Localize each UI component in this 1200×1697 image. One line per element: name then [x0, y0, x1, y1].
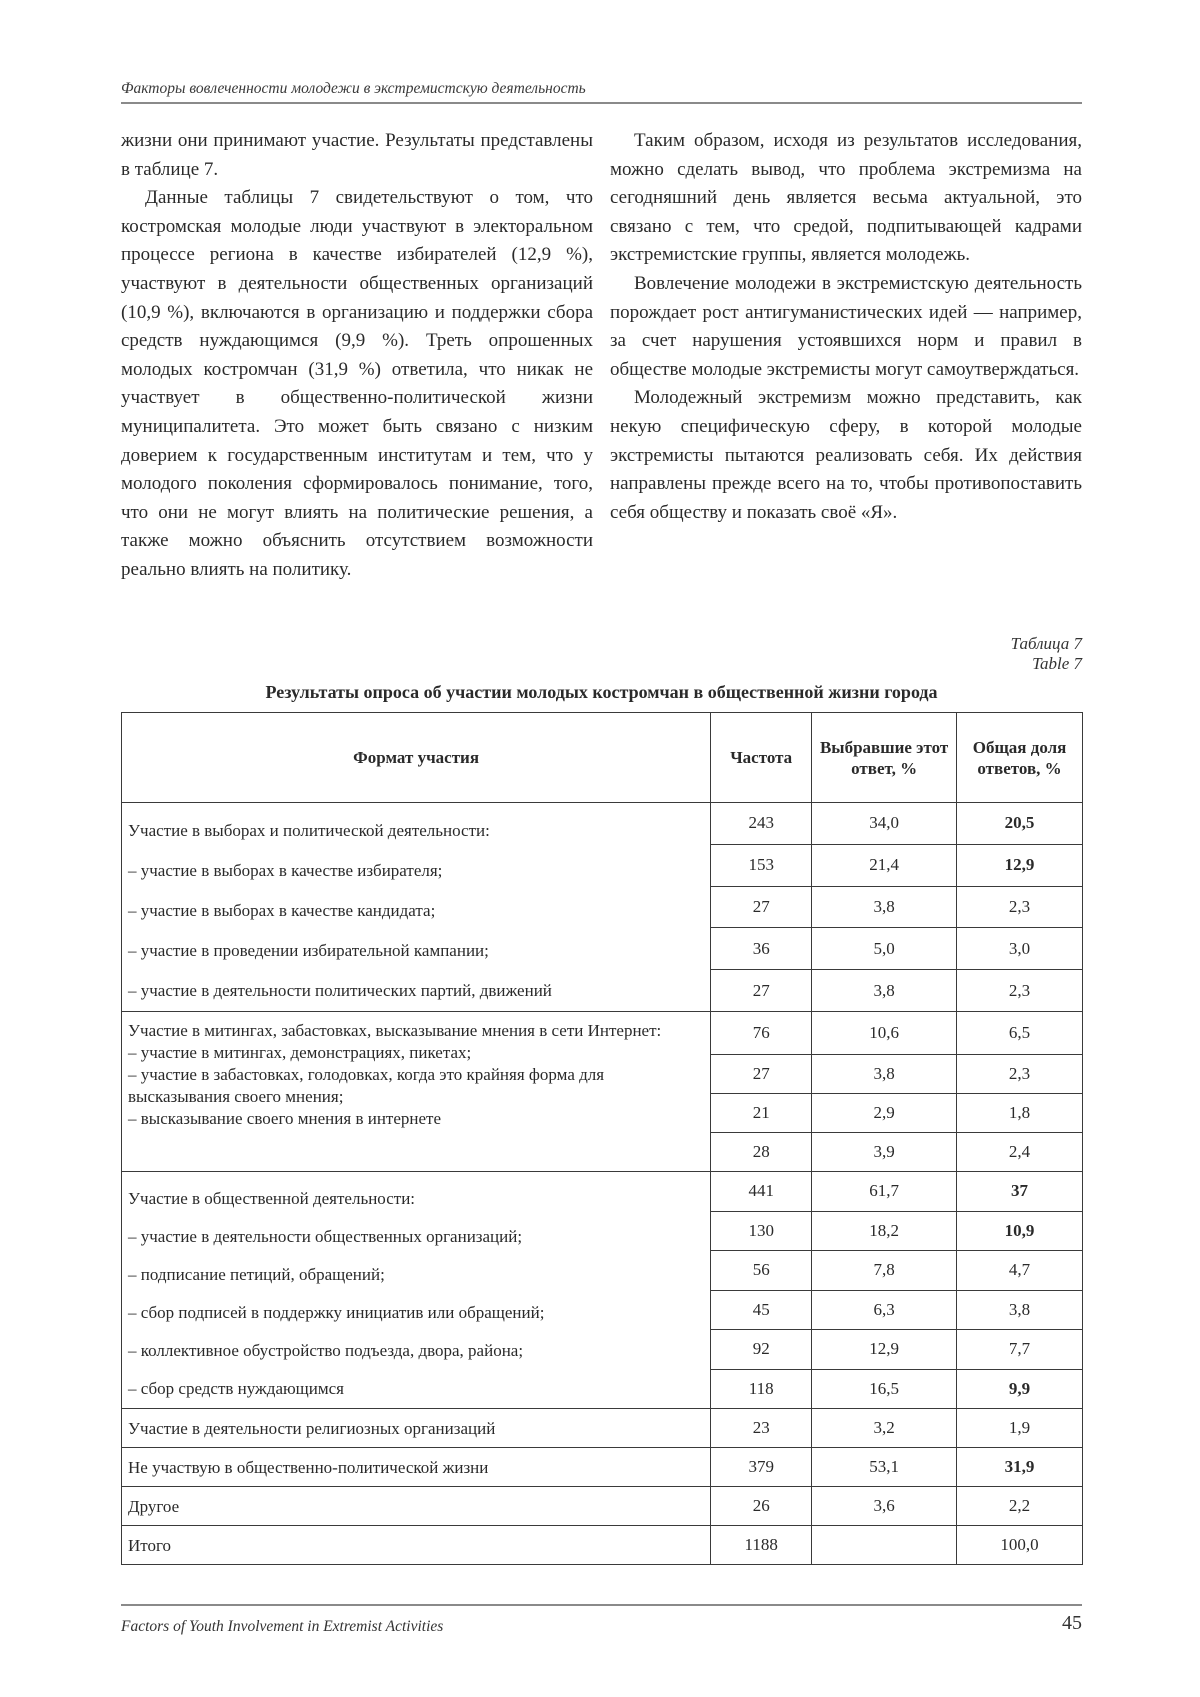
- format-line: Участие в выборах и политической деятельности:: [128, 821, 490, 840]
- share-pct-cell: 2,2: [957, 1487, 1083, 1526]
- frequency-cell: 1188: [711, 1526, 812, 1565]
- frequency-cell: 45: [711, 1290, 812, 1330]
- chose-pct-cell: [812, 1526, 957, 1565]
- share-pct-cell: 3,8: [957, 1290, 1083, 1330]
- table-row: [122, 1172, 1083, 1212]
- frequency-cell: 56: [711, 1251, 812, 1291]
- share-pct-cell: 1,8: [957, 1094, 1083, 1133]
- chose-pct-cell: 5,0: [812, 928, 957, 970]
- chose-pct-cell: 3,8: [812, 886, 957, 928]
- chose-pct-cell: 10,6: [812, 1012, 957, 1055]
- frequency-cell: 92: [711, 1330, 812, 1370]
- running-head: Факторы вовлеченности молодежи в экстремистскую деятельность: [121, 80, 586, 97]
- format-line: – участие в деятельности общественных организаций;: [128, 1227, 523, 1246]
- format-cell: [122, 1172, 711, 1409]
- chose-pct-cell: 34,0: [812, 803, 957, 845]
- chose-pct-cell: 16,5: [812, 1369, 957, 1409]
- table-label-en: Table 7: [1032, 654, 1082, 673]
- chose-pct-cell: 6,3: [812, 1290, 957, 1330]
- share-pct-cell: 20,5: [957, 803, 1083, 845]
- share-pct-cell: 7,7: [957, 1330, 1083, 1370]
- header-format: Формат участия: [122, 713, 711, 803]
- frequency-cell: 153: [711, 844, 812, 886]
- format-line: Участие в общественной деятельности:: [128, 1189, 416, 1208]
- chose-pct-cell: 3,6: [812, 1487, 957, 1526]
- chose-pct-cell: 53,1: [812, 1448, 957, 1487]
- page-number: 45: [1062, 1612, 1082, 1634]
- frequency-cell: 27: [711, 886, 812, 928]
- footer-title: Factors of Youth Involvement in Extremist Activities: [121, 1618, 444, 1635]
- frequency-cell: 130: [711, 1211, 812, 1251]
- format-line: – участие в выборах в качестве кандидата;: [128, 901, 436, 920]
- paragraph: жизни они принимают участие. Результаты представлены в таблице 7.: [121, 130, 593, 180]
- frequency-cell: 36: [711, 928, 812, 970]
- frequency-cell: 27: [711, 1055, 812, 1094]
- table-row: [122, 1012, 1083, 1055]
- table-row: [122, 1526, 1083, 1565]
- chose-pct-cell: 3,2: [812, 1409, 957, 1448]
- header-rule: [121, 102, 1082, 104]
- share-pct-cell: 2,3: [957, 970, 1083, 1012]
- right-column: [610, 127, 1082, 527]
- footer-rule: [121, 1604, 1082, 1606]
- format-line: – подписание петиций, обращений;: [128, 1265, 385, 1284]
- share-pct-cell: 10,9: [957, 1211, 1083, 1251]
- format-line: – сбор подписей в поддержку инициатив или обращений;: [128, 1303, 545, 1322]
- frequency-cell: 26: [711, 1487, 812, 1526]
- chose-pct-cell: 12,9: [812, 1330, 957, 1370]
- format-cell: [122, 1012, 711, 1172]
- table-row: [122, 1409, 1083, 1448]
- format-line: – коллективное обустройство подъезда, двора, района;: [128, 1341, 524, 1360]
- chose-pct-cell: 3,8: [812, 970, 957, 1012]
- format-cell: Итого: [122, 1526, 711, 1565]
- frequency-cell: 441: [711, 1172, 812, 1212]
- table-row: [122, 803, 1083, 845]
- format-line: – высказывание своего мнения в интернете: [128, 1109, 442, 1128]
- frequency-cell: 23: [711, 1409, 812, 1448]
- share-pct-cell: 12,9: [957, 844, 1083, 886]
- format-line: – участие в выборах в качестве избирателя;: [128, 861, 443, 880]
- format-line: Участие в митингах, забастовках, высказывание мнения в сети Интернет:: [128, 1021, 662, 1040]
- header-share-pct: Общая доля ответов, %: [957, 713, 1083, 803]
- frequency-cell: 21: [711, 1094, 812, 1133]
- format-cell: [122, 803, 711, 1012]
- format-line: – участие в деятельности политических партий, движений: [128, 981, 552, 1000]
- share-pct-cell: 3,0: [957, 928, 1083, 970]
- chose-pct-cell: 2,9: [812, 1094, 957, 1133]
- paragraph: Вовлечение молодежи в экстремистскую деятельность порождает рост антигуманистических идей — например, за счет нарушения устоявшихся норм и правил в обществе молодые экстремисты могут самоутверждаться.: [610, 272, 1082, 380]
- frequency-cell: 28: [711, 1133, 812, 1172]
- table-header-row: [122, 713, 1083, 803]
- chose-pct-cell: 21,4: [812, 844, 957, 886]
- header-frequency: Частота: [711, 713, 812, 803]
- share-pct-cell: 37: [957, 1172, 1083, 1212]
- share-pct-cell: 100,0: [957, 1526, 1083, 1565]
- frequency-cell: 118: [711, 1369, 812, 1409]
- paragraph: Данные таблицы 7 свидетельствуют о том, что костромская молодые люди участвуют в электоральном процессе региона в качестве избирателей (12,9 %), участвуют в деятельности общественных организаций (10,9 %), включаются в организацию и поддержки сбора средств нуждающимся (9,9 %). Треть опрошенных молодых костромчан (31,9 %) ответила, что никак не участвует в общественно-политической жизни муниципалитета. Это может быть связано с низким доверием к государственным институтам и тем, что у молодого поколения сформировалось понимание, того, что они не могут влиять на политические решения, а также можно объяснить отсутствием возможности реально влиять на политику.: [121, 187, 593, 580]
- format-cell: Не участвую в общественно-политической жизни: [122, 1448, 711, 1487]
- share-pct-cell: 4,7: [957, 1251, 1083, 1291]
- table-label-ru: Таблица 7: [1010, 634, 1082, 653]
- format-line: – сбор средств нуждающимся: [128, 1379, 344, 1398]
- frequency-cell: 27: [711, 970, 812, 1012]
- left-column: [121, 127, 593, 585]
- chose-pct-cell: 3,9: [812, 1133, 957, 1172]
- share-pct-cell: 2,3: [957, 1055, 1083, 1094]
- table-title: Результаты опроса об участии молодых костромчан в общественной жизни города: [265, 682, 938, 702]
- format-line: – участие в проведении избирательной кампании;: [128, 941, 489, 960]
- paragraph: Таким образом, исходя из результатов исследования, можно сделать вывод, что проблема экстремизма на сегодняшний день является весьма актуальной, это связано с тем, что средой, подпитывающей кадрами экстремистские группы, является молодежь.: [610, 130, 1082, 266]
- paragraph: Молодежный экстремизм можно представить, как некую специфическую сферу, в которой молодые экстремисты пытаются реализовать себя. Их действия направлены прежде всего на то, чтобы противопоставить себя обществу и показать своё «Я».: [610, 387, 1082, 523]
- format-line: – участие в забастовках, голодовках, когда это крайняя форма для высказывания своего мнения;: [128, 1065, 605, 1106]
- header-chose-pct: Выбравшие этот ответ, %: [812, 713, 957, 803]
- table-row: [122, 1448, 1083, 1487]
- chose-pct-cell: 3,8: [812, 1055, 957, 1094]
- share-pct-cell: 2,4: [957, 1133, 1083, 1172]
- share-pct-cell: 31,9: [957, 1448, 1083, 1487]
- format-cell: Другое: [122, 1487, 711, 1526]
- share-pct-cell: 1,9: [957, 1409, 1083, 1448]
- chose-pct-cell: 61,7: [812, 1172, 957, 1212]
- share-pct-cell: 9,9: [957, 1369, 1083, 1409]
- share-pct-cell: 6,5: [957, 1012, 1083, 1055]
- results-table: [121, 712, 1083, 1565]
- frequency-cell: 379: [711, 1448, 812, 1487]
- share-pct-cell: 2,3: [957, 886, 1083, 928]
- frequency-cell: 243: [711, 803, 812, 845]
- chose-pct-cell: 18,2: [812, 1211, 957, 1251]
- chose-pct-cell: 7,8: [812, 1251, 957, 1291]
- frequency-cell: 76: [711, 1012, 812, 1055]
- format-cell: Участие в деятельности религиозных организаций: [122, 1409, 711, 1448]
- format-line: – участие в митингах, демонстрациях, пикетах;: [128, 1043, 472, 1062]
- table-row: [122, 1487, 1083, 1526]
